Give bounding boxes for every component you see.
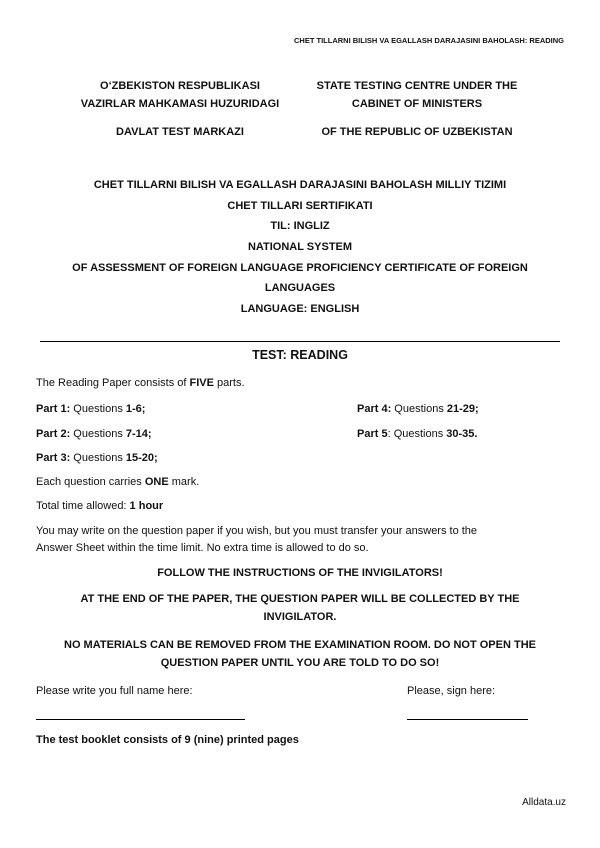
signature-field[interactable] xyxy=(407,719,528,720)
running-header: CHET TILLARNI BILISH VA EGALLASH DARAJASINI BAHOLASH: READING xyxy=(294,36,564,45)
issuer-uz-line1: O‘ZBEKISTON RESPUBLIKASI xyxy=(100,80,260,92)
watermark: Alldata.uz xyxy=(522,797,566,808)
cert-en-system1: NATIONAL SYSTEM xyxy=(247,241,353,253)
instruction-nomaterials-1: NO MATERIALS CAN BE REMOVED FROM THE EXAMINATION ROOM. DO NOT OPEN THE xyxy=(64,639,536,651)
cert-en-system3: LANGUAGES xyxy=(264,282,336,294)
cert-uz-cert: CHET TILLARI SERTIFIKATI xyxy=(227,200,373,212)
issuer-en-line3: OF THE REPUBLIC OF UZBEKISTAN xyxy=(321,126,513,138)
cert-uz-lang: TIL: INGLIZ xyxy=(270,220,330,232)
name-label: Please write you full name here: xyxy=(36,685,193,697)
cert-en-lang: LANGUAGE: ENGLISH xyxy=(240,303,360,315)
issuer-uz-line3: DAVLAT TEST MARKAZI xyxy=(116,126,244,138)
part-2: Part 2: Questions 7-14; xyxy=(36,428,152,440)
part-3: Part 3: Questions 15-20; xyxy=(36,452,158,464)
write-line-2: Answer Sheet within the time limit. No extra time is allowed to do so. xyxy=(36,542,369,554)
instruction-nomaterials-2: QUESTION PAPER UNTIL YOU ARE TOLD TO DO SO! xyxy=(160,657,440,669)
section-divider xyxy=(40,341,560,342)
issuer-en-line1: STATE TESTING CENTRE UNDER THE xyxy=(316,80,518,92)
instruction-follow: FOLLOW THE INSTRUCTIONS OF THE INVIGILATORS! xyxy=(157,567,443,579)
part-1: Part 1: Questions 1-6; xyxy=(36,403,146,415)
page-title: TEST: READING xyxy=(252,348,348,362)
part-5: Part 5: Questions 30-35. xyxy=(357,428,478,440)
issuer-en-line2: CABINET OF MINISTERS xyxy=(351,98,483,110)
name-field[interactable] xyxy=(36,719,245,720)
booklet-note: The test booklet consists of 9 (nine) printed pages xyxy=(36,734,299,746)
part-4: Part 4: Questions 21-29; xyxy=(357,403,479,415)
cert-uz-system: CHET TILLARNI BILISH VA EGALLASH DARAJASINI BAHOLASH MILLIY TIZIMI xyxy=(93,179,507,191)
instruction-collect-1: AT THE END OF THE PAPER, THE QUESTION PAPER WILL BE COLLECTED BY THE xyxy=(80,593,520,605)
sign-label: Please, sign here: xyxy=(407,685,496,697)
write-line-1: You may write on the question paper if you wish, but you must transfer your answers to the xyxy=(36,525,478,537)
issuer-uz xyxy=(72,77,288,141)
instruction-collect-2: INVIGILATOR. xyxy=(263,611,337,623)
issuer-en xyxy=(306,77,528,141)
cert-en-system2: OF ASSESSMENT OF FOREIGN LANGUAGE PROFICIENCY CERTIFICATE OF FOREIGN xyxy=(72,262,528,274)
consists-line: The Reading Paper consists of FIVE parts. xyxy=(36,377,245,389)
mark-line: Each question carries ONE mark. xyxy=(36,476,200,488)
issuer-uz-line2: VAZIRLAR MAHKAMASI HUZURIDAGI xyxy=(80,98,280,110)
time-line: Total time allowed: 1 hour xyxy=(36,500,164,512)
